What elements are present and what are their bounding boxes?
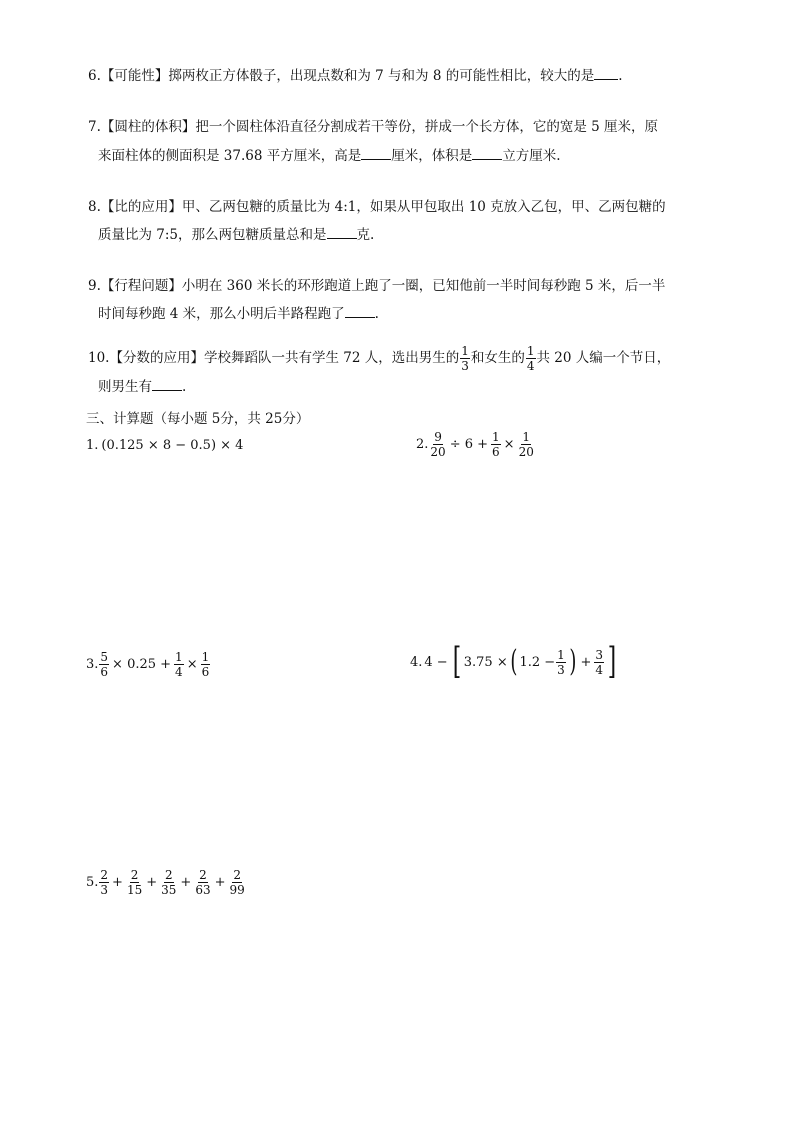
denominator: 20 [518,445,534,459]
problem-8-line-1 [88,198,666,216]
left-paren: ( [510,644,518,679]
problem-10-text-4: 则男生有 [98,379,152,395]
denominator: 6 [201,665,210,679]
right-bracket: ] [607,641,617,682]
calc-question-5 [86,868,247,897]
expression: 1.2 − [519,654,556,670]
numerator: 1 [461,343,469,358]
problem-9-text-3: . [374,306,379,322]
fraction [174,650,184,679]
fraction [99,650,109,679]
expression: (0.125 × 8 − 0.5) × 4 [101,438,244,453]
problem-8-text-3: 克. [356,227,375,243]
denominator: 6 [492,445,500,459]
problem-8-text-2: 质量比为 7:5，那么两包糖质量总和是 [98,227,327,243]
operator: × [503,437,515,452]
operator: + [180,875,192,890]
problem-9-text: 9.【行程问题】小明在 360 米长的环形跑道上跑了一圈，已知他前一半时间每秒跑 5 米，后一半 [88,278,666,294]
denominator: 4 [175,665,183,679]
calc-question-2 [416,430,536,459]
fraction [526,344,536,373]
numerator: 2 [130,868,139,882]
denominator: 15 [126,883,143,897]
expression: 3.75 × [463,654,508,670]
question-number: 4. [410,654,423,670]
operator: 4 − [424,654,448,670]
numerator: 2 [199,868,207,882]
fraction [491,430,501,459]
fraction [201,650,211,679]
denominator: 20 [430,445,446,459]
numerator: 2 [164,868,173,882]
answer-blank[interactable] [361,146,391,160]
operator: + [580,654,592,670]
denominator: 99 [229,883,245,897]
question-number: 3. [86,657,99,672]
problem-7-text-4: 立方厘米. [502,148,561,164]
problem-10-text-5: . [182,379,187,395]
problem-7-text: 7.【圆柱的体积】把一个圆柱体沿直径分割成若干等份，拼成一个长方体，它的宽是 5 厘米，原 [88,119,659,135]
denominator: 3 [557,662,565,677]
fraction [99,868,109,897]
section-heading [86,410,309,428]
fraction [160,868,177,897]
operator: + [214,875,226,890]
question-number: 5. [86,875,99,890]
denominator: 4 [526,358,535,373]
fraction [594,648,604,677]
denominator: 3 [461,358,469,373]
fraction [229,868,246,897]
denominator: 6 [100,665,109,679]
numerator: 1 [526,343,535,358]
operator: × 0.25 + [112,657,172,672]
problem-7-line-1 [88,118,658,136]
numerator: 9 [434,430,442,444]
fraction [429,430,446,459]
fraction [518,430,535,459]
numerator: 1 [175,650,183,664]
problem-9-line-2 [98,304,379,323]
problem-9-line-1 [88,277,665,295]
fraction [126,868,143,897]
operator: ÷ 6 + [449,437,489,452]
problem-10-line-2 [98,377,186,396]
answer-blank[interactable] [472,146,502,160]
operator: × [186,657,198,672]
problem-7-text-2: 来面柱体的侧面积是 37.68 平方厘米，高是 [98,148,362,164]
question-number: 2. [416,437,429,452]
section-title: 三、计算题（每小题 5分，共 25分） [86,411,310,427]
denominator: 4 [595,662,604,677]
problem-6 [88,66,623,85]
calc-question-3 [86,650,211,679]
problem-7-text-3: 厘米，体积是 [391,148,473,164]
operator: + [112,875,123,890]
operator: + [146,875,158,890]
problem-10-text: 10.【分数的应用】学校舞蹈队一共有学生 72 人，选出男生的 [88,350,460,366]
right-paren: ) [569,644,577,679]
numerator: 1 [557,647,565,662]
problem-8-text: 8.【比的应用】甲、乙两包糖的质量比为 4:1，如果从甲包取出 10 克放入乙包，甲、乙两包糖的 [88,199,666,215]
calc-question-1 [86,438,243,453]
calc-question-4 [410,641,619,682]
numerator: 2 [100,868,109,882]
problem-10-text-2: 和女生的 [470,350,525,366]
fraction [194,868,211,897]
denominator: 3 [100,883,109,897]
answer-blank[interactable] [345,304,375,318]
numerator: 1 [522,430,531,444]
fraction [460,344,470,373]
answer-blank[interactable] [152,377,182,391]
numerator: 5 [100,650,109,664]
denominator: 35 [161,883,177,897]
answer-blank[interactable] [594,66,618,80]
problem-10-text-3: 共 20 人编一个节日， [536,350,671,366]
left-bracket: [ [452,641,461,682]
numerator: 3 [595,647,604,662]
problem-7-line-2 [98,146,561,165]
denominator: 63 [195,883,211,897]
numerator: 1 [492,430,500,444]
problem-6-text: 6.【可能性】掷两枚正方体骰子，出现点数和为 7 与和为 8 的可能性相比，较大的是 [88,68,595,84]
problem-8-line-2 [98,225,374,244]
numerator: 2 [233,868,241,882]
question-number: 1. [86,438,99,453]
fraction [556,648,566,677]
problem-9-text-2: 时间每秒跑 4 米，那么小明后半路程跑了 [98,306,345,322]
answer-blank[interactable] [327,225,357,239]
problem-10-line-1 [88,340,670,376]
problem-6-end: . [618,68,623,84]
numerator: 1 [201,650,210,664]
